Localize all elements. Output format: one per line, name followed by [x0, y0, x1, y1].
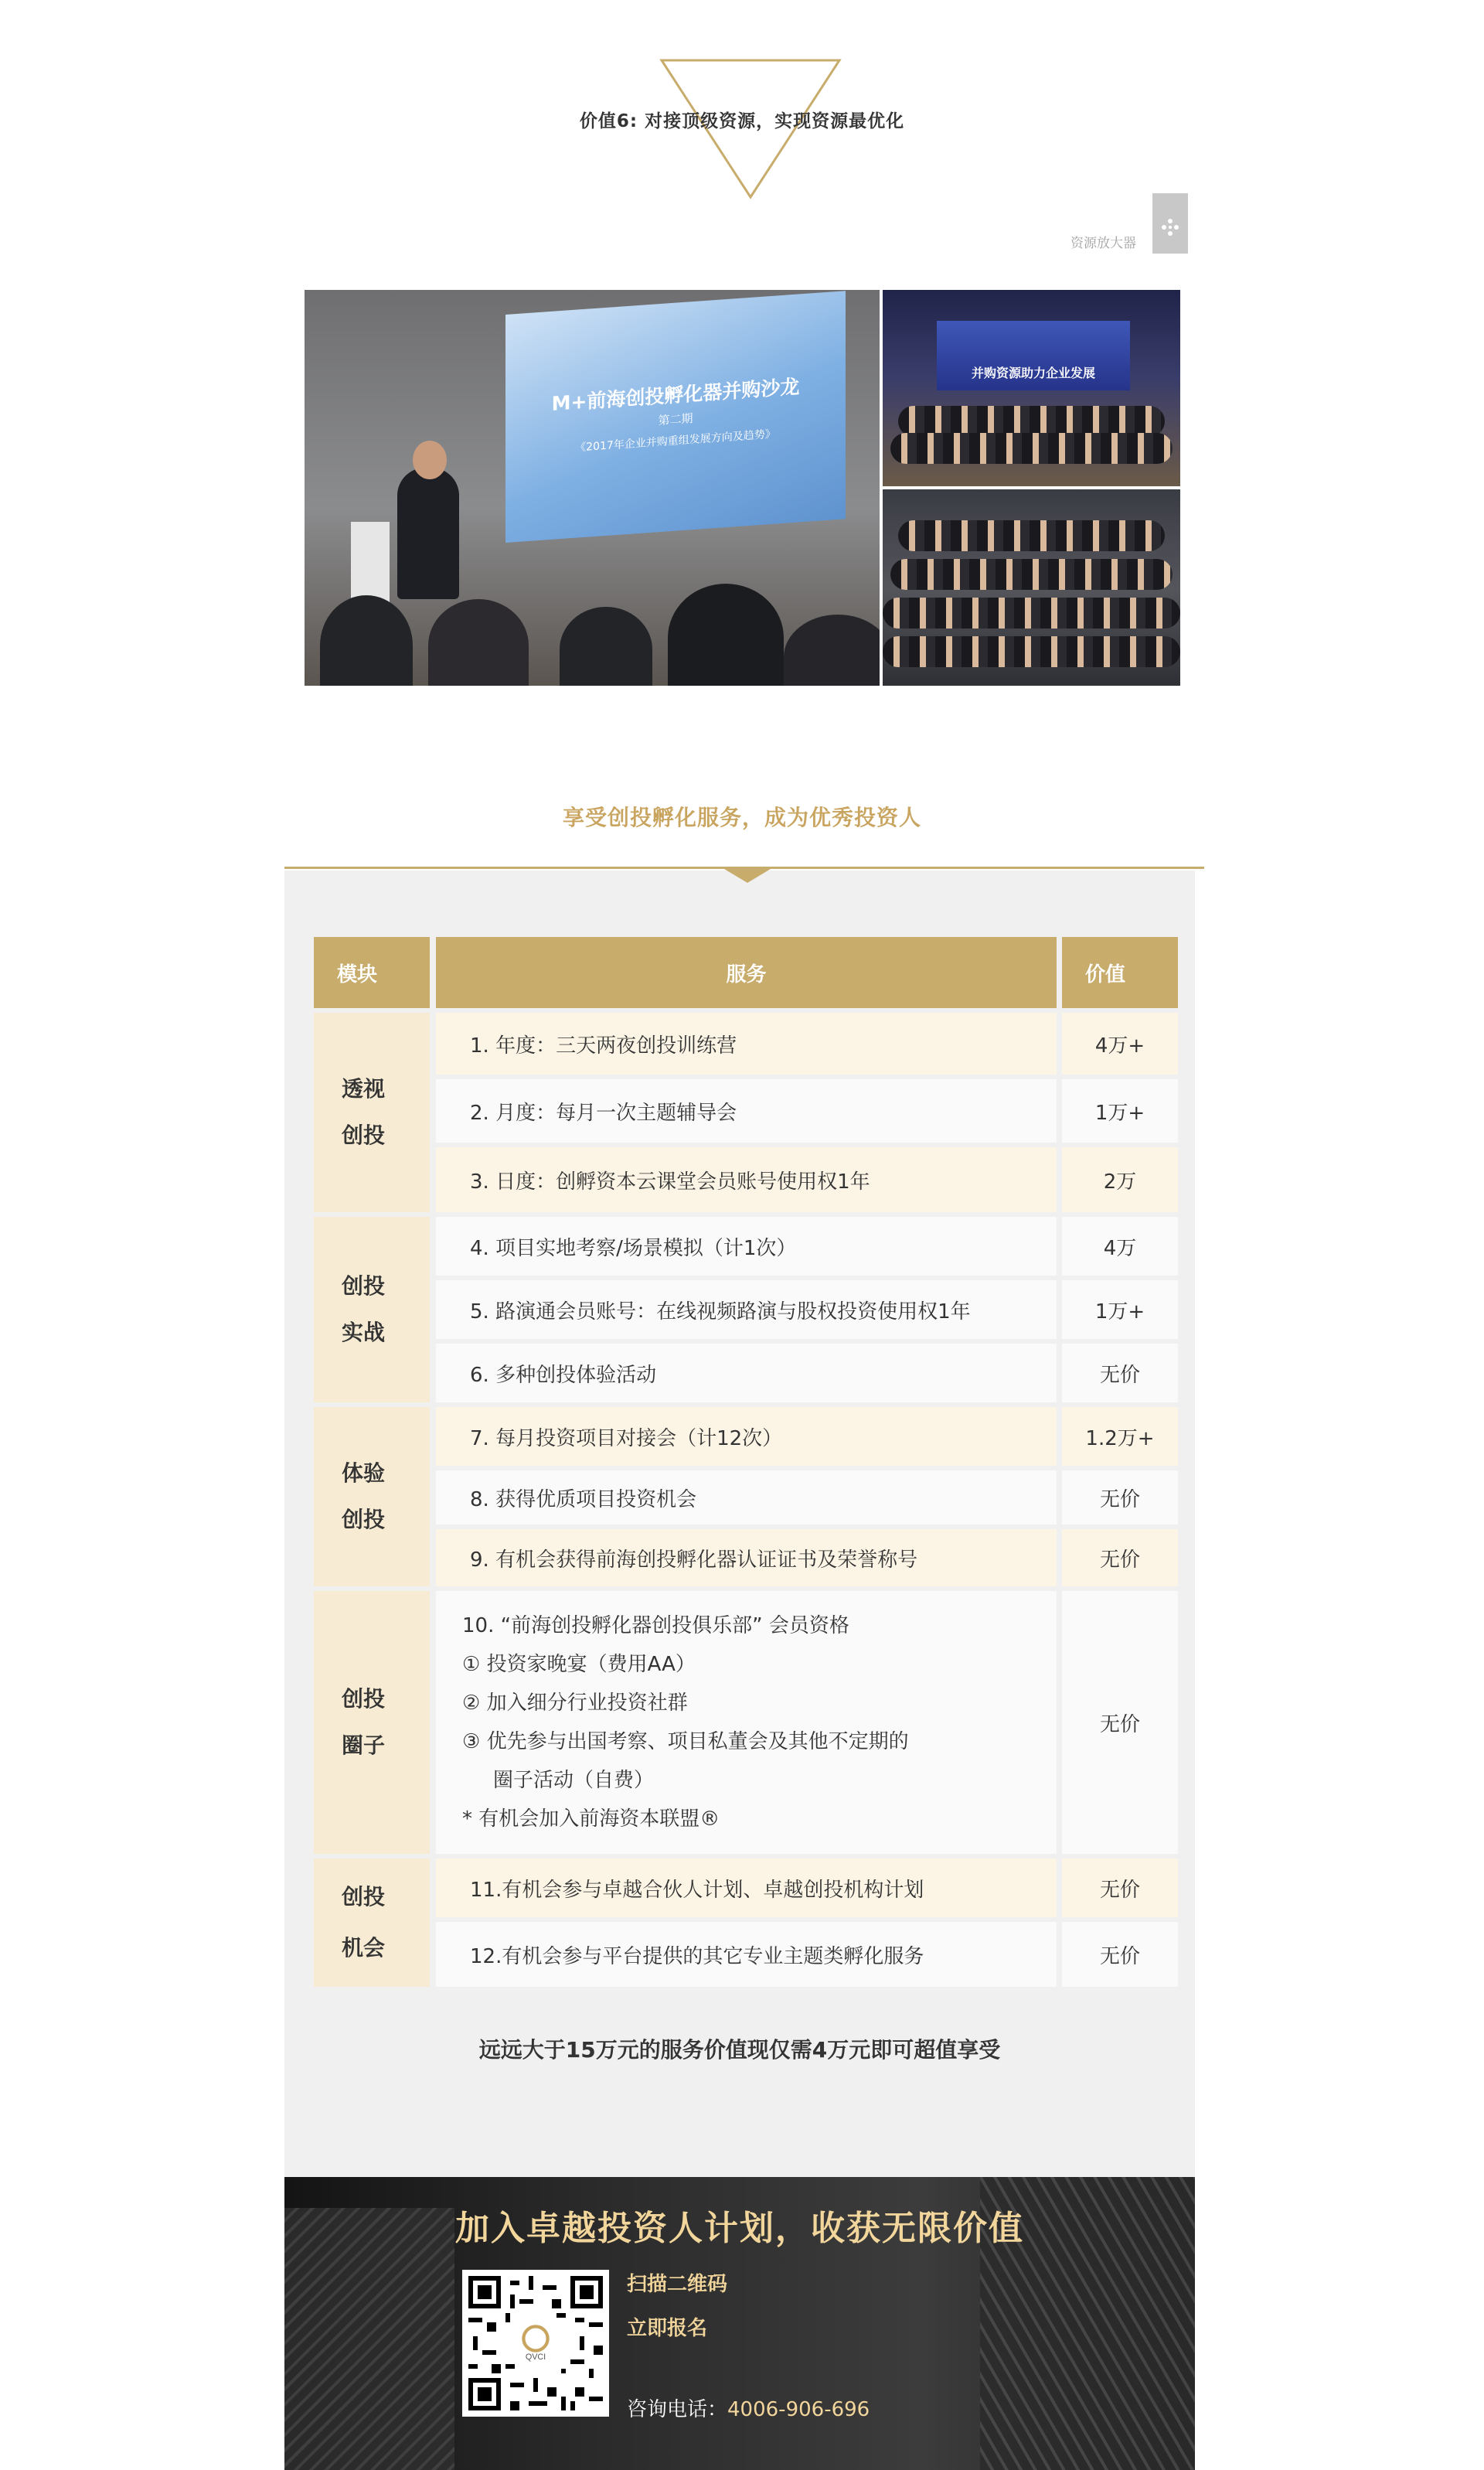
module-cell: [314, 1591, 430, 1854]
value-cell: 无价: [1062, 1591, 1178, 1854]
service-cell: 11.有机会参与卓越合伙人计划、卓越创投机构计划: [436, 1858, 1057, 1917]
value-cell: 无价: [1062, 1922, 1178, 1987]
qr-logo-text: QVCI: [525, 2352, 546, 2362]
value-cell: 无价: [1062, 1858, 1178, 1917]
service-line: ① 投资家晚宴（费用AA）: [462, 1653, 696, 1676]
group-photo: [883, 290, 1180, 486]
screen-subtitle-2: 《2017年企业并购重组发展方向及趋势》: [575, 428, 776, 455]
screen-title: M+前海创投孵化器并购沙龙: [551, 375, 800, 415]
service-line: 圈子活动（自费）: [493, 1769, 655, 1792]
crowd-row: [890, 559, 1173, 590]
value-cell: 无价: [1062, 1470, 1178, 1525]
service-line: * 有机会加入前海资本联盟®: [462, 1807, 720, 1831]
service-cell: 8. 获得优质项目投资机会: [436, 1470, 1057, 1525]
value-cell: 2万: [1062, 1147, 1178, 1212]
speaker-figure: [397, 468, 459, 599]
value-cell: 无价: [1062, 1529, 1178, 1586]
divider-notch: [724, 869, 771, 883]
service-cell: 5. 路演通会员账号：在线视频路演与股权投资使用权1年: [436, 1280, 1057, 1339]
module-label: 创投: [342, 1686, 386, 1712]
module-cell: [314, 1013, 430, 1212]
amplifier-label: 资源放大器: [1070, 236, 1136, 251]
qr-code[interactable]: [462, 2270, 609, 2417]
audience-photo: [883, 489, 1180, 686]
service-cell: 1. 年度：三天两夜创投训练营: [436, 1013, 1057, 1075]
module-label: 创投: [342, 1123, 386, 1148]
audience-figure: [320, 595, 413, 686]
service-cell: 7. 每月投资项目对接会（计12次）: [436, 1407, 1057, 1466]
module-cell: [314, 1858, 430, 1987]
audience-figure: [560, 607, 652, 686]
service-cell: 2. 月度：每月一次主题辅导会: [436, 1079, 1057, 1143]
service-cell: 9. 有机会获得前海创投孵化器认证证书及荣誉称号: [436, 1529, 1057, 1586]
module-label: 圈子: [342, 1732, 386, 1758]
audience-figure: [784, 615, 880, 686]
header-service: 服务: [436, 937, 1057, 1008]
module-label: 创投: [342, 1884, 386, 1910]
phone-line: [627, 2393, 870, 2422]
service-line: 10. “前海创投孵化器创投俱乐部” 会员资格: [462, 1614, 849, 1637]
phone-label: 咨询电话：: [627, 2398, 728, 2421]
projection-screen: [505, 291, 846, 543]
value-summary: 远远大于15万元的服务价值现仅需4万元即可超值享受: [478, 2037, 1001, 2063]
module-label: 创投: [342, 1273, 386, 1299]
value-section: [0, 0, 1484, 742]
value-cell: 1万+: [1062, 1280, 1178, 1339]
audience-figure: [668, 584, 784, 686]
value-cell: 无价: [1062, 1344, 1178, 1402]
audience-figure: [428, 599, 529, 686]
services-title: 享受创投孵化服务，成为优秀投资人: [562, 805, 921, 830]
header-value: 价值: [1062, 937, 1178, 1008]
amplifier-badge: [1152, 193, 1188, 254]
stage-banner-text: 并购资源助力企业发展: [971, 366, 1095, 380]
join-banner: [284, 2177, 1195, 2470]
service-line: ③ 优先参与出国考察、项目私董会及其他不定期的: [462, 1730, 909, 1753]
phone-number[interactable]: 4006-906-696: [727, 2398, 870, 2421]
module-label: 创投: [342, 1507, 386, 1532]
value-cell: 1万+: [1062, 1079, 1178, 1143]
crowd-row: [883, 598, 1180, 629]
service-cell: 4. 项目实地考察/场景模拟（计1次）: [436, 1217, 1057, 1276]
scan-qr-text: 扫描二维码: [627, 2273, 728, 2296]
module-label: 实战: [342, 1320, 386, 1345]
service-cell: 3. 日度：创孵资本云课堂会员账号使用权1年: [436, 1147, 1057, 1212]
service-cell: 6. 多种创投体验活动: [436, 1344, 1057, 1402]
crowd-row: [898, 520, 1165, 551]
screen-subtitle: 第二期: [658, 411, 693, 428]
diamond-dots-icon: [1152, 193, 1188, 254]
value-cell: 4万: [1062, 1217, 1178, 1276]
module-label: 体验: [342, 1460, 386, 1486]
module-cell: [314, 1217, 430, 1402]
module-cell: [314, 1407, 430, 1586]
value-title: 价值6: 对接顶级资源，实现资源最优化: [579, 111, 905, 131]
speaker-head: [413, 441, 447, 479]
service-line: ② 加入细分行业投资社群: [462, 1692, 688, 1715]
service-cell-multiline: [436, 1591, 1057, 1854]
crowd-row: [890, 433, 1173, 464]
crowd-row: [898, 406, 1165, 437]
register-now-text[interactable]: 立即报名: [627, 2317, 708, 2340]
module-label: 机会: [342, 1935, 386, 1961]
salon-photo-main: [305, 290, 880, 686]
crowd-row: [883, 636, 1180, 667]
module-label: 透视: [342, 1076, 386, 1102]
service-cell: 12.有机会参与平台提供的其它专业主题类孵化服务: [436, 1922, 1057, 1987]
value-cell: 1.2万+: [1062, 1407, 1178, 1466]
value-cell: 4万+: [1062, 1013, 1178, 1075]
qr-code-icon: [468, 2276, 603, 2410]
header-module: 模块: [314, 937, 430, 1008]
join-title: 加入卓越投资人计划，收获无限价值: [455, 2209, 1024, 2248]
